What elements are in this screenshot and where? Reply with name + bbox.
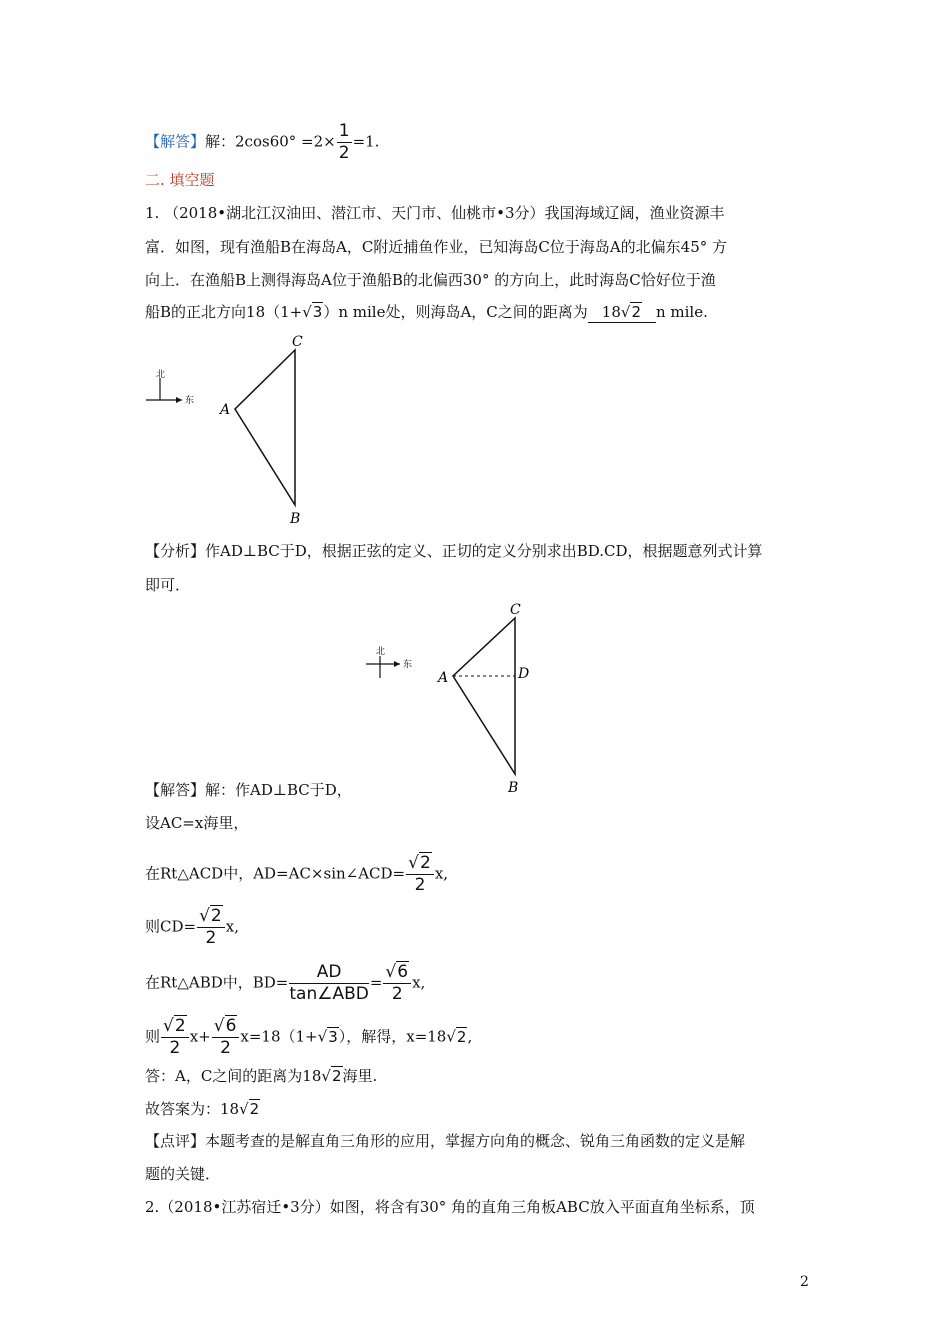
analysis-line: 即可． [145,576,191,594]
north-label: 北 [376,647,386,657]
question-1-line: 富．如图，现有渔船B在海岛A，C附近捕鱼作业，已知海岛C位于海岛A的北偏东45° 方 [145,238,728,256]
answer-blank: 18√2 [588,302,656,323]
fraction: $\frac{√2}{2}$ [161,1018,189,1057]
answer-tag: 【解答】 [145,132,206,151]
point-b: B [290,511,301,527]
solution-line: 则CD= $\frac{√2}{2}$ x, [145,906,239,948]
question-1-line: 1. （2018•湖北江汉油田、潜江市、天门市、仙桃市•3分）我国海域辽阔，渔业资源丰 [145,204,725,222]
solution-line: 故答案为：18√2 [145,1100,260,1118]
point-a: A [220,402,231,418]
fraction: $\frac{√2}{2}$ [197,908,225,947]
solution-line: 则 $\frac{√2}{2}$ x+ $\frac{√6}{2}$ x=18（1+√3），解得，x=18√2, [145,1016,473,1058]
fraction: $\frac{√6}{2}$ [212,1018,240,1057]
solution-line: 答：A，C之间的距离为18√2海里. [145,1067,378,1085]
east-label: 东 [403,660,413,670]
question-1-line: 船B的正北方向18（1+√3）n mile处，则海岛A，C之间的距离为 18√2 n mile. [145,303,708,321]
point-d: D [518,666,530,682]
solution-line: 设AC=x海里， [145,814,249,832]
fraction: $\frac{√6}{2}$ [383,964,411,1003]
analysis-line: 【分析】作AD⊥BC于D，根据正弦的定义、正切的定义分别求出BD.CD，根据题意列式计算 [145,542,763,560]
section-title: 二. 填空题 [145,171,215,189]
triangle [235,350,295,505]
triangle [453,618,515,774]
comment-line: 【点评】本题考查的是解直角三角形的应用，掌握方向角的概念、锐角三角函数的定义是解 [145,1132,746,1150]
point-a: A [438,670,449,686]
figure-triangle-1 [140,330,340,530]
figure-triangle-2 [360,598,560,798]
comment-line: 题的关键． [145,1165,221,1183]
fraction: $\frac{√2}{2}$ [406,855,434,894]
solution-line: 【解答】解：作AD⊥BC于D， [145,781,352,799]
arrow-icon [176,397,182,403]
arrow-icon [394,661,400,667]
north-label: 北 [156,370,166,380]
fraction: $\frac{AD}{\text{tan∠ABD}}$ [289,962,369,1004]
solution-line: 在Rt△ABD中，BD= $\frac{AD}{\text{tan∠ABD}}$ = $\frac{√6}{2}$ x, [145,962,426,1004]
east-label: 东 [185,396,195,406]
point-c: C [510,602,521,618]
answer-text: 解：2cos60° =2× [205,132,336,151]
point-b: B [508,780,519,796]
answer-line: 【解答】解：2cos60° =2× $\frac{1}{2}$ =1. [145,121,380,163]
point-c: C [292,334,303,350]
page-number: 2 [800,1274,809,1290]
question-2-line: 2.（2018•江苏宿迁•3分）如图，将含有30° 角的直角三角板ABC放入平面直角坐标系，顶 [145,1198,755,1216]
fraction: $\frac{1}{2}$ [338,121,350,163]
question-1-line: 向上．在渔船B上测得海岛A位于渔船B的北偏西30° 的方向上，此时海岛C恰好位于渔 [145,271,716,289]
solution-line: 在Rt△ACD中，AD=AC×sin∠ACD= $\frac{√2}{2}$ x, [145,853,449,895]
